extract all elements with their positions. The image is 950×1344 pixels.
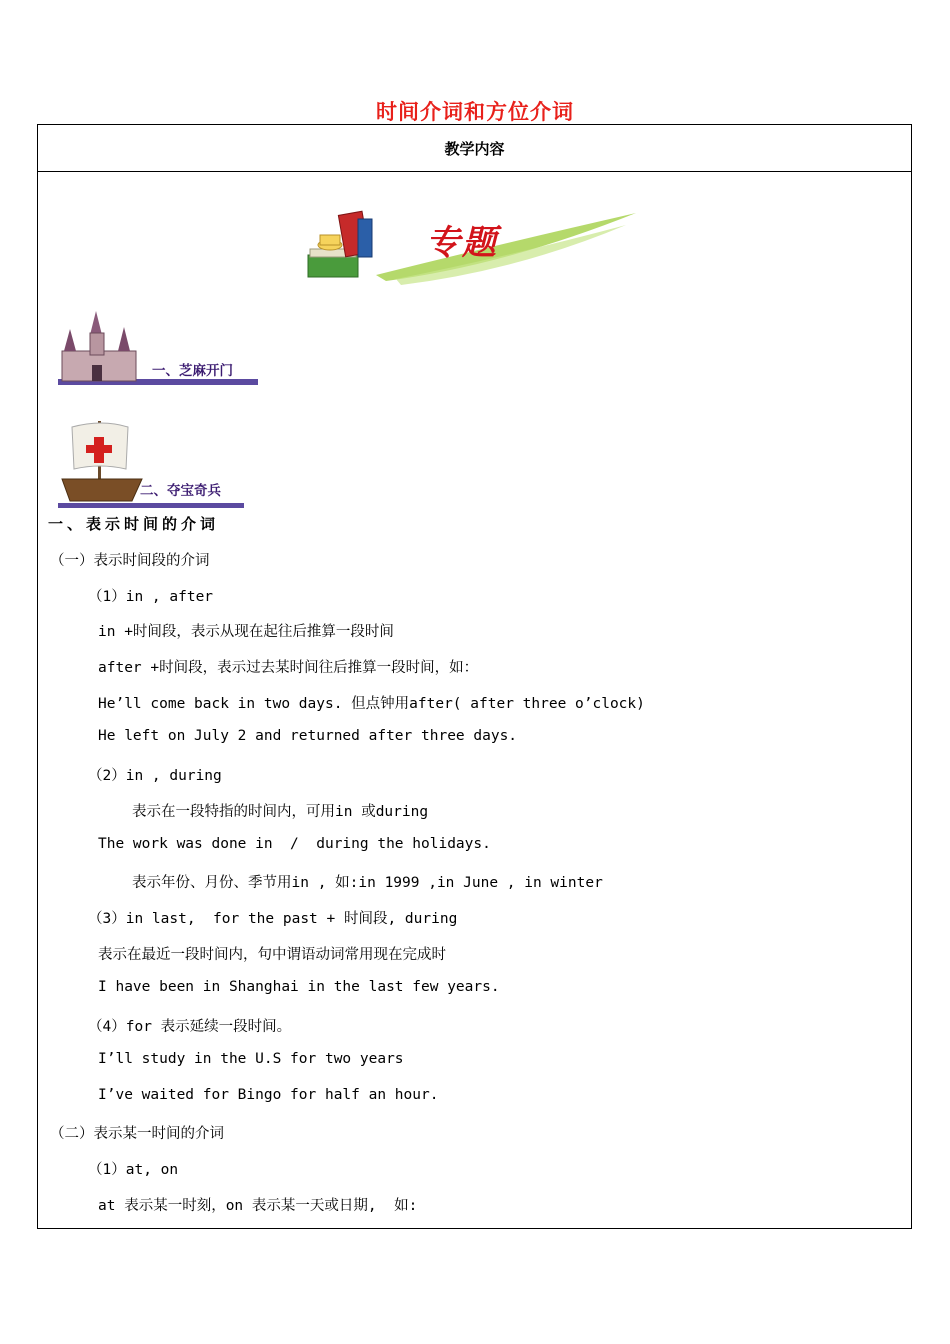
item-in-during: （2）in , during [88,768,222,784]
example-line: The work was done in / during the holidays. [98,836,491,852]
example-line: He’ll come back in two days. 但点钟用after( after three o’clock) [98,696,645,712]
banner-text: 专题 [426,223,498,263]
text-line: 表示年份、月份、季节用in , 如:in 1999 ,in June , in winter [132,875,603,891]
table-header: 教学内容 [38,125,911,172]
example-line: I’ve waited for Bingo for half an hour. [98,1087,439,1103]
text-line: at 表示某一时刻，on 表示某一天或日期, 如: [98,1198,418,1214]
item-for: （4）for 表示延续一段时间。 [88,1019,292,1035]
text-line: after +时间段，表示过去某时间往后推算一段时间，如： [98,660,479,676]
text-line: in +时间段，表示从现在起往后推算一段时间 [98,624,394,640]
text-line: 表示在最近一段时间内，句中谓语动词常用现在完成时 [98,947,446,963]
example-line: I have been in Shanghai in the last few years. [98,979,500,995]
section1-label: 一、芝麻开门 [152,363,233,379]
section2-banner [52,417,252,509]
section1-banner [52,311,262,391]
text-line: 表示在一段特指的时间内，可用in 或during [132,804,429,820]
content-table [37,124,912,1229]
item-in-last: （3）in last, for the past + 时间段, during [88,911,458,927]
section2-label: 二、夺宝奇兵 [140,483,221,499]
example-line: I’ll study in the U.S for two years [98,1051,404,1067]
castle-icon [52,311,262,391]
topic-banner [306,205,636,289]
subheading-time-period: （一）表示时间段的介词 [50,553,210,569]
item-in-after: （1）in , after [88,589,214,605]
item-at-on: （1）at, on [88,1162,179,1178]
heading-time-prepositions: 一、表示时间的介词 [48,515,220,533]
page-title: 时间介词和方位介词 [376,100,574,124]
example-line: He left on July 2 and returned after three days. [98,728,518,744]
subheading-point-in-time: （二）表示某一时间的介词 [50,1126,224,1142]
